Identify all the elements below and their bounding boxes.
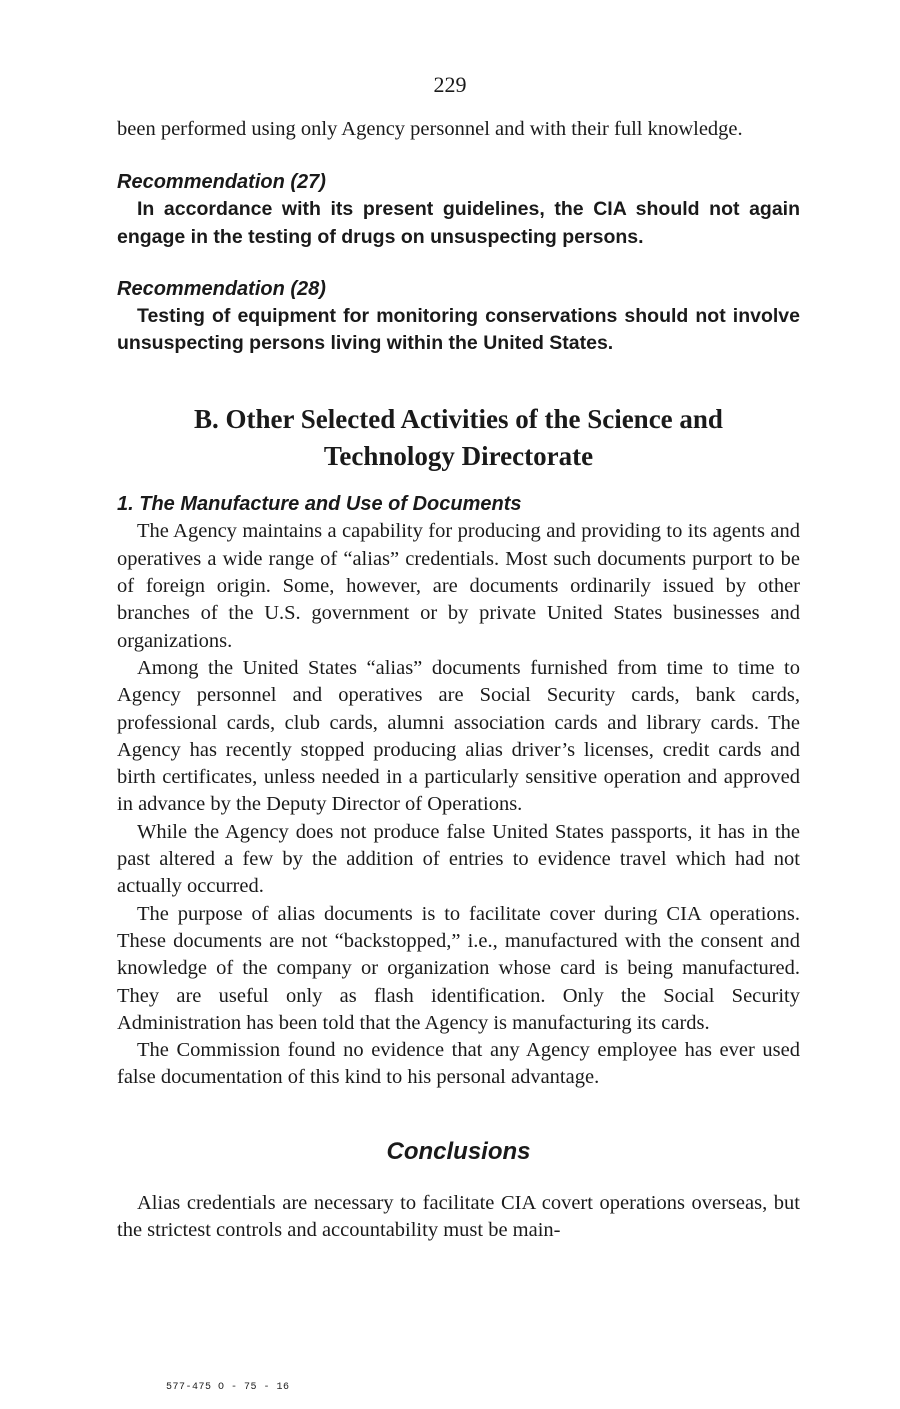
page-content [117, 116, 800, 1244]
body-paragraph: The purpose of alias documents is to facilitate cover during CIA operations. These documents are not “backstopped,” i.e., manufactured with the consent and knowledge of the company or organization whose card is being manufactured. They are useful only as flash identification. Only the Social Security Administration has been told that the Agency is manufacturing its cards. [117, 902, 800, 1034]
print-code: 577-475 O - 75 - 16 [166, 1382, 290, 1393]
page-number: 229 [433, 72, 467, 97]
conclusions-paragraph: Alias credentials are necessary to facilitate CIA covert operations overseas, but the strictest controls and accountability must be main- [117, 1191, 800, 1242]
recommendation-text: In accordance with its present guidelines, the CIA should not again engage in the testing of drugs on unsuspecting persons. [117, 198, 800, 248]
body-paragraph: While the Agency does not produce false United States passports, it has in the past altered a few by the addition of entries to evidence travel which had not actually occurred. [117, 820, 800, 898]
recommendation-28 [117, 276, 800, 358]
opening-paragraph: been performed using only Agency personnel and with their full knowledge. [117, 118, 743, 140]
recommendation-heading: Recommendation (27) [117, 171, 326, 194]
recommendation-heading: Recommendation (28) [117, 277, 326, 300]
recommendation-text: Testing of equipment for monitoring conservations should not involve unsuspecting persons living within the United States. [117, 304, 800, 355]
recommendation-27 [117, 169, 800, 251]
body-paragraph: Among the United States “alias” documents furnished from time to time to Agency personnel and operatives are Social Security cards, bank cards, professional cards, club cards, alumni association cards and library cards. The Agency has recently stopped producing alias driver’s licenses, credit cards and birth certificates, unless needed in a particularly sensitive operation and approved in advance by the Deputy Director of Operations. [117, 656, 800, 816]
section-title: B. Other Selected Activities of the Science and Technology Directorate [194, 404, 723, 472]
body-text [117, 518, 800, 1091]
body-paragraph: The Commission found no evidence that any Agency employee has ever used false documentation of this kind to his personal advantage. [117, 1039, 800, 1089]
body-paragraph: The Agency maintains a capability for producing and providing to its agents and operatives a wide range of “alias” credentials. Most such documents purport to be of foreign origin. Some, however, are documents ordinarily issued by other branches of the U.S. government or by private United States businesses and organizations. [117, 520, 800, 652]
subsection-heading: 1. The Manufacture and Use of Documents [117, 493, 522, 516]
conclusions-title: Conclusions [386, 1137, 531, 1165]
